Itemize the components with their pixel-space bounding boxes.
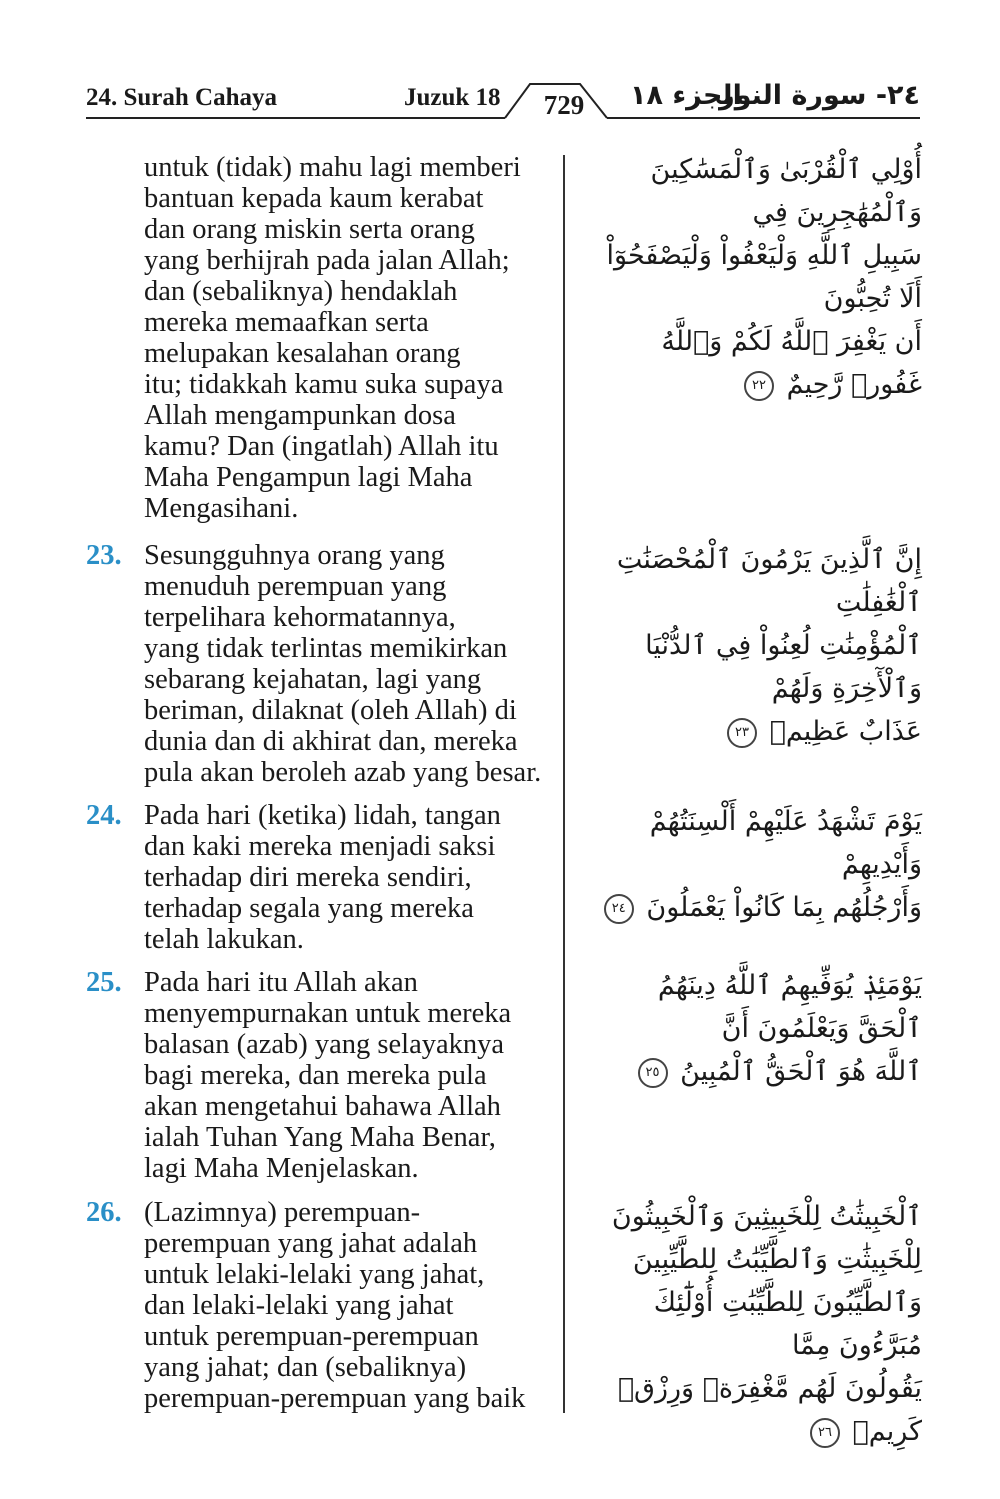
- arabic-line: [592, 710, 922, 753]
- surah-arabic: ٢٤- سورة النور: [719, 80, 920, 111]
- page-header: [0, 0, 1000, 125]
- arabic-line: وَٱلطَّيِّبُونَ لِلطَّيِّبَٰتِ أُوْلَٰٓئِكَ مُبَرَّءُونَ مِمَّا: [653, 1287, 922, 1361]
- arabic-line: أُوْلِي ٱلْقُرْبَىٰ وَٱلْمَسَٰكِينَ وَٱلْمُهَٰجِرِينَ فِي: [650, 154, 922, 228]
- arabic-verse-24: [592, 800, 922, 929]
- arabic-verse-25: [592, 964, 922, 1093]
- ayah-number-icon: ٢٢: [744, 371, 774, 401]
- text-line: ialah Tuhan Yang Maha Benar,: [144, 1122, 496, 1153]
- ayah-number-icon: ٢٣: [727, 718, 757, 748]
- text-line: perempuan-perempuan yang baik: [144, 1383, 526, 1414]
- text-line: dan (sebaliknya) hendaklah: [144, 276, 458, 307]
- arabic-verse-26: [592, 1195, 922, 1453]
- text-line: menyempurnakan untuk mereka: [144, 998, 512, 1029]
- text-line: menuduh perempuan yang: [144, 571, 447, 602]
- arabic-text: عَذَابٌ عَظِيمٞ: [769, 716, 922, 747]
- arabic-line: ٱلْمُؤْمِنَٰتِ لُعِنُواْ فِي ٱلدُّنْيَا وَٱلْأٓخِرَةِ وَلَهُمْ: [645, 630, 922, 704]
- text-line: beriman, dilaknat (oleh Allah) di: [144, 695, 517, 726]
- arabic-continuation: [592, 148, 922, 406]
- text-line: Pada hari itu Allah akan: [144, 967, 418, 998]
- text-line: yang tidak terlintas memikirkan: [144, 633, 508, 664]
- arabic-line: [592, 886, 922, 929]
- text-line: sebarang kejahatan, lagi yang: [144, 664, 482, 695]
- ayah-number-icon: ٢٤: [604, 894, 634, 924]
- arabic-line: سَبِيلِ ٱللَّهِ وَلْيَعْفُواْ وَلْيَصْفَحُوٓاْ أَلَا تُحِبُّونَ: [606, 240, 922, 314]
- text-line: terhadap diri mereka sendiri,: [144, 862, 472, 893]
- text-line: Pada hari (ketika) lidah, tangan: [144, 800, 501, 831]
- verse-number: 25.: [86, 967, 122, 998]
- text-line: mereka memaafkan serta: [144, 307, 429, 338]
- text-line: Sesungguhnya orang yang: [144, 540, 445, 571]
- arabic-line: يَوْمَ تَشْهَدُ عَلَيْهِمْ أَلْسِنَتُهُمْ وَأَيْدِيهِمْ: [649, 806, 922, 880]
- text-line: itu; tidakkah kamu suka supaya: [144, 369, 504, 400]
- text-line: yang berhijrah pada jalan Allah;: [144, 245, 510, 276]
- arabic-line: [592, 320, 922, 406]
- text-line: lagi Maha Menjelaskan.: [144, 1153, 419, 1184]
- page-number: 729: [543, 90, 585, 120]
- arabic-line: ٱلْخَبِيثَٰتُ لِلْخَبِيثِينَ وَٱلْخَبِيثُونَ: [611, 1201, 922, 1232]
- text-line: untuk lelaki-lelaki yang jahat,: [144, 1259, 485, 1290]
- text-line: balasan (azab) yang selayaknya: [144, 1029, 505, 1060]
- juz-arabic: الجزء ١٨: [630, 80, 742, 111]
- text-line: untuk perempuan-perempuan: [144, 1321, 479, 1352]
- text-line: akan mengetahui bahawa Allah: [144, 1091, 501, 1122]
- text-line: bantuan kepada kaum kerabat: [144, 183, 484, 214]
- arabic-line: [592, 1050, 922, 1093]
- text-line: pula akan beroleh azab yang besar.: [144, 757, 542, 788]
- arabic-line: [592, 1367, 922, 1453]
- text-line: untuk (tidak) mahu lagi memberi: [144, 152, 521, 183]
- arabic-line: لِلْخَبِيثَٰتِ وَٱلطَّيِّبَٰتُ لِلطَّيِّبِينَ: [632, 1244, 922, 1275]
- text-line: Mengasihani.: [144, 493, 299, 524]
- text-line: kamu? Dan (ingatlah) Allah itu: [144, 431, 499, 462]
- ayah-number-icon: ٢٥: [638, 1058, 668, 1088]
- text-line: melupakan kesalahan orang: [144, 338, 461, 369]
- text-line: terhadap segala yang mereka: [144, 893, 474, 924]
- arabic-line: إِنَّ ٱلَّذِينَ يَرْمُونَ ٱلْمُحْصَنَٰتِ ٱلْغَٰفِلَٰتِ: [616, 544, 922, 618]
- text-line: dan lelaki-lelaki yang jahat: [144, 1290, 454, 1321]
- text-line: terpelihara kehormatannya,: [144, 602, 456, 633]
- arabic-text: ٱللَّهَ هُوَ ٱلْحَقُّ ٱلْمُبِينُ: [680, 1056, 922, 1087]
- arabic-text: وَأَرْجُلُهُم بِمَا كَانُواْ يَعْمَلُونَ: [646, 892, 922, 923]
- text-line: telah lakukan.: [144, 924, 304, 955]
- arabic-verse-23: [592, 538, 922, 753]
- verse-number: 26.: [86, 1197, 122, 1228]
- text-line: Allah mengampunkan dosa: [144, 400, 456, 431]
- text-line: (Lazimnya) perempuan-: [144, 1197, 421, 1228]
- text-line: perempuan yang jahat adalah: [144, 1228, 478, 1259]
- juzuk-label: Juzuk 18: [404, 84, 501, 111]
- text-line: dan kaki mereka menjadi saksi: [144, 831, 496, 862]
- ayah-number-icon: ٢٦: [810, 1418, 840, 1448]
- continuation-translation: [86, 152, 556, 524]
- arabic-text: يَقُولُونَ لَهُم مَّغْفِرَةٞ وَرِزْقٞ كَرِيمٞ: [617, 1373, 922, 1447]
- text-line: Maha Pengampun lagi Maha: [144, 462, 473, 493]
- text-line: dunia dan di akhirat dan, mereka: [144, 726, 518, 757]
- verse-number: 24.: [86, 800, 122, 831]
- text-line: bagi mereka, dan mereka pula: [144, 1060, 487, 1091]
- verse-number: 23.: [86, 540, 122, 571]
- arabic-line: يَوْمَئِذٖ يُوَفِّيهِمُ ٱللَّهُ دِينَهُمُ ٱلْحَقَّ وَيَعْلَمُونَ أَنَّ: [657, 970, 922, 1044]
- arabic-text: أَن يَغْفِرَ ٱللَّهُ لَكُمْ وَٱللَّهُ غَفُورٞ رَّحِيمٌ: [661, 326, 922, 400]
- surah-title: 24. Surah Cahaya: [86, 84, 278, 111]
- text-line: yang jahat; dan (sebaliknya): [144, 1352, 467, 1383]
- text-line: dan orang miskin serta orang: [144, 214, 475, 245]
